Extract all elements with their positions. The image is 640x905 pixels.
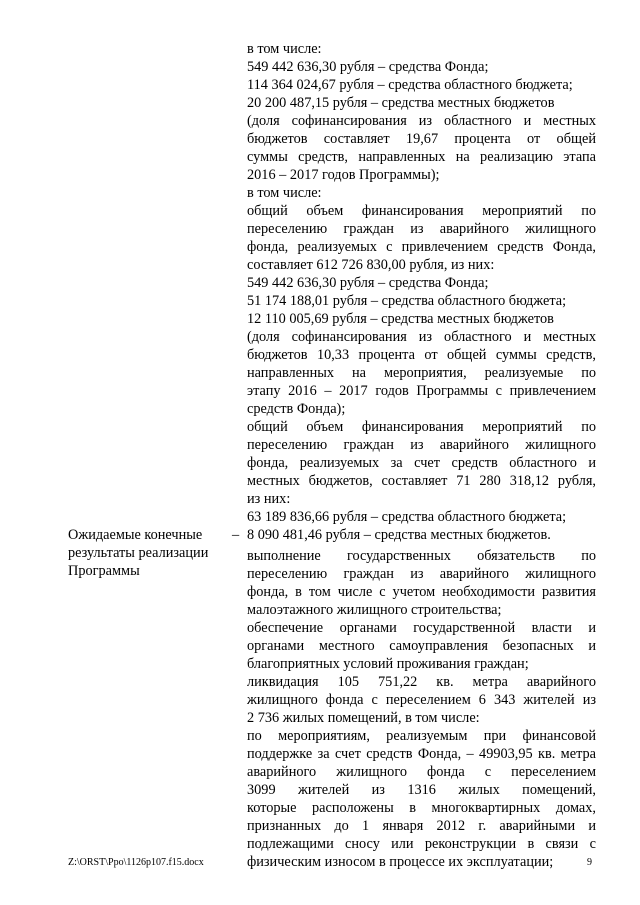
- expected-results-text-block: [247, 547, 596, 871]
- text-line: 114 364 024,67 рубля – средства областного бюджета;: [247, 77, 573, 93]
- text-line: из них:: [247, 491, 291, 507]
- text-line: жилищного фонда с переселением 6 343 жителей из: [247, 692, 596, 708]
- text-line: аварийного жилищного фонда с переселением: [247, 764, 596, 780]
- text-line: переселению граждан из аварийного жилищного: [247, 221, 596, 237]
- text-line: средств Фонда);: [247, 401, 346, 417]
- text-line: переселению граждан из аварийного жилищного: [247, 566, 596, 582]
- text-line: 51 174 188,01 рубля – средства областного бюджета;: [247, 293, 567, 309]
- text-line: в том числе:: [247, 41, 322, 57]
- text-line: по мероприятиям, реализуемым при финансовой: [247, 728, 596, 744]
- text-line: направленных на мероприятия, реализуемые по: [247, 365, 596, 381]
- text-line: (доля софинансирования из областного и местных: [247, 113, 596, 129]
- text-line: 3099 жителей из 1316 жилых помещений,: [247, 782, 596, 798]
- text-line: бюджетов 10,33 процента от общей суммы средств,: [247, 347, 596, 363]
- text-line: 20 200 487,15 рубля – средства местных бюджетов: [247, 95, 555, 111]
- text-line: суммы средств, направленных на реализацию этапа: [247, 149, 596, 165]
- text-line: общий объем финансирования мероприятий по: [247, 203, 596, 219]
- financing-text-block: [247, 40, 596, 544]
- text-line: этапу 2016 – 2017 годов Программы с привлечением: [247, 383, 596, 399]
- row-dash: –: [232, 527, 240, 543]
- text-line: фонда, в том числе с учетом необходимости развития: [247, 584, 596, 600]
- text-line: в том числе:: [247, 185, 322, 201]
- row-label-line: результаты реализации: [68, 545, 209, 561]
- text-line: которые расположены в многоквартирных домах,: [247, 800, 596, 816]
- text-line: 12 110 005,69 рубля – средства местных бюджетов: [247, 311, 554, 327]
- text-line: благоприятных условий проживания граждан;: [247, 656, 529, 672]
- text-line: составляет 612 726 830,00 рубля, из них:: [247, 257, 495, 273]
- text-line: признанных до 1 января 2012 г. аварийными и: [247, 818, 596, 834]
- footer-page-number: 9: [587, 857, 592, 868]
- text-line: 8 090 481,46 рубля – средства местных бюджетов.: [247, 527, 551, 543]
- row-label-line: Программы: [68, 563, 140, 579]
- row-label-line: Ожидаемые конечные: [68, 527, 203, 543]
- text-line: общий объем финансирования мероприятий по: [247, 419, 596, 435]
- row-label-expected-results: [68, 526, 228, 580]
- text-line: переселению граждан из аварийного жилищного: [247, 437, 596, 453]
- text-line: малоэтажного жилищного строительства;: [247, 602, 502, 618]
- text-line: 549 442 636,30 рубля – средства Фонда;: [247, 275, 489, 291]
- table-right-column: [247, 40, 596, 871]
- text-line: 2 736 жилых помещений, в том числе:: [247, 710, 480, 726]
- text-line: бюджетов составляет 19,67 процента от общей: [247, 131, 596, 147]
- text-line: фонда, реализуемых с привлечением средств Фонда,: [247, 239, 596, 255]
- text-line: местных бюджетов, составляет 71 280 318,12 рубля,: [247, 473, 596, 489]
- text-line: фонда, реализуемых за счет средств областного и: [247, 455, 596, 471]
- footer-file-path: Z:\ORST\Ppo\1126p107.f15.docx: [68, 857, 204, 868]
- text-line: органами местного самоуправления безопасных и: [247, 638, 596, 654]
- text-line: поддержке за счет средств Фонда, – 49903,95 кв. метра: [247, 746, 596, 762]
- text-line: 2016 – 2017 годов Программы);: [247, 167, 440, 183]
- text-line: подлежащими сносу или реконструкции в связи с: [247, 836, 596, 852]
- text-line: обеспечение органами государственной власти и: [247, 620, 596, 636]
- text-line: 549 442 636,30 рубля – средства Фонда;: [247, 59, 489, 75]
- text-line: физическим износом в процессе их эксплуатации;: [247, 854, 554, 870]
- text-line: (доля софинансирования из областного и местных: [247, 329, 596, 345]
- text-line: 63 189 836,66 рубля – средства областного бюджета;: [247, 509, 567, 525]
- text-line: ликвидация 105 751,22 кв. метра аварийного: [247, 674, 596, 690]
- text-line: выполнение государственных обязательств по: [247, 548, 596, 564]
